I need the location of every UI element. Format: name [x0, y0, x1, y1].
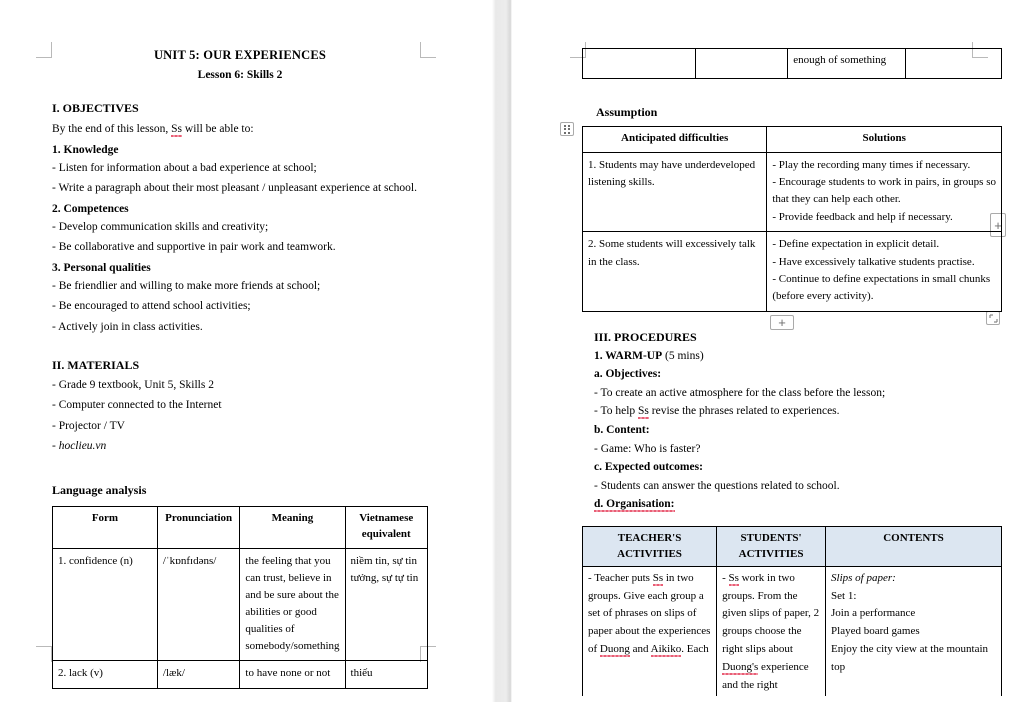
column-header-meaning: Meaning — [240, 506, 345, 548]
table-move-handle-icon[interactable] — [560, 122, 574, 136]
solution-line: - Define expectation in explicit detail. — [772, 238, 940, 251]
warmup-content-heading: b. Content: — [594, 423, 650, 436]
solution-line: - Have excessively talkative students practise. — [772, 255, 975, 268]
materials-item: - Computer connected to the Internet — [52, 399, 222, 412]
text-segment: and — [629, 643, 651, 656]
table-row[interactable] — [583, 49, 1002, 79]
warmup-heading — [582, 350, 1002, 364]
warmup-objectives-heading: a. Objectives: — [594, 368, 662, 381]
personal-qualities-heading: 3. Personal qualities — [52, 261, 151, 274]
warmup-duration: (5 mins) — [665, 349, 704, 362]
materials-item: - Projector / TV — [52, 419, 125, 432]
column-header-students-activities: STUDENTS' ACTIVITIES — [717, 526, 826, 566]
spellcheck-word-ss: Ss — [728, 571, 739, 584]
cell-students-activities[interactable] — [717, 566, 826, 696]
language-analysis-heading: Language analysis — [52, 482, 147, 497]
cell-difficulty[interactable]: 1. Students may have underdeveloped listening skills. — [583, 152, 767, 232]
continuation-table[interactable] — [582, 48, 1002, 79]
right-page-content[interactable] — [582, 48, 1002, 696]
margin-crop-mark-top-left — [36, 42, 52, 58]
solution-line: - Provide feedback and help if necessary. — [772, 210, 953, 223]
solution-line: - Encourage students to work in pairs, in groups so that they can help each other. — [772, 176, 996, 206]
document-page-right[interactable] — [512, 0, 1034, 702]
knowledge-item: - Write a paragraph about their most pleasant / unpleasant experience at school. — [52, 182, 417, 195]
spellcheck-word-ss: Ss — [171, 123, 183, 135]
objectives-intro-prefix: By the end of this lesson, — [52, 123, 172, 135]
personal-qualities-item: - Actively join in class activities. — [52, 320, 203, 333]
document-subtitle: Lesson 6: Skills 2 — [197, 69, 283, 81]
warmup-organisation-heading — [582, 498, 1002, 512]
cell-form[interactable] — [583, 49, 696, 79]
materials-heading: II. MATERIALS — [52, 357, 140, 372]
cell-vietnamese[interactable]: thiếu — [345, 661, 427, 688]
text-segment: - Teacher puts — [588, 571, 653, 584]
competences-heading: 2. Competences — [52, 202, 129, 215]
table-header-row — [53, 506, 428, 548]
column-header-contents: CONTENTS — [826, 526, 1002, 566]
margin-crop-mark-bottom-left — [36, 646, 52, 662]
materials-item: - Grade 9 textbook, Unit 5, Skills 2 — [52, 378, 214, 391]
cell-teachers-activities[interactable] — [583, 566, 717, 696]
column-header-anticipated-difficulties: Anticipated difficulties — [583, 127, 767, 153]
spellcheck-word-aikiko: Aikiko — [650, 643, 682, 656]
warmup-objectives-item: - To create an active atmosphere for the class before the lesson; — [594, 386, 886, 399]
solution-line: - Continue to define expectations in small chunks (before every activity). — [772, 272, 991, 303]
column-header-form: Form — [53, 506, 158, 548]
column-header-solutions: Solutions — [767, 127, 1002, 153]
cell-vietnamese[interactable] — [905, 49, 1001, 79]
objective-suffix: revise the phrases related to experiences. — [648, 405, 840, 418]
language-analysis-table[interactable] — [52, 506, 428, 689]
table-header-row — [583, 127, 1002, 153]
spellcheck-word-duongs: Duong's — [722, 660, 759, 673]
cell-contents[interactable] — [826, 566, 1002, 696]
table-row[interactable] — [53, 661, 428, 688]
text-segment: experience and the right — [722, 660, 809, 691]
competences-item: - Be collaborative and supportive in pair work and teamwork. — [52, 241, 336, 254]
cell-pronunciation[interactable]: /ˈkɒnfɪdəns/ — [157, 549, 239, 661]
warmup-outcomes-item: - Students can answer the questions related to school. — [594, 479, 840, 492]
contents-title: Slips of paper: — [831, 571, 896, 584]
page-divider — [492, 0, 512, 702]
competences-item: - Develop communication skills and creativity; — [52, 220, 269, 233]
contents-line: Join a performance — [831, 607, 916, 620]
assumption-table[interactable] — [582, 126, 1002, 312]
personal-qualities-item: - Be encouraged to attend school activities; — [52, 300, 251, 313]
objectives-intro-suffix: will be able to: — [182, 123, 254, 135]
add-column-button[interactable]: + — [770, 315, 794, 330]
cell-form[interactable]: 2. lack (v) — [53, 661, 158, 688]
knowledge-heading: 1. Knowledge — [52, 143, 119, 156]
column-header-pronunciation: Pronunciation — [157, 506, 239, 548]
cell-meaning[interactable]: the feeling that you can trust, believe in and be sure about the abilities or good qualities of somebody/something — [240, 549, 345, 661]
contents-line: Played board games — [831, 625, 920, 638]
personal-qualities-item: - Be friendlier and willing to make more friends at school; — [52, 279, 321, 292]
materials-item-link: - hoclieu.vn — [52, 440, 107, 453]
cell-meaning[interactable]: to have none or not — [240, 661, 345, 688]
table-row[interactable] — [583, 566, 1002, 696]
objectives-intro — [52, 123, 428, 137]
table-row[interactable] — [583, 232, 1002, 312]
table-row[interactable] — [583, 152, 1002, 232]
knowledge-item: - Listen for information about a bad experience at school; — [52, 161, 317, 174]
cell-difficulty[interactable]: 2. Some students will excessively talk in the class. — [583, 232, 767, 312]
text-segment: in two groups. Give each group a set of phrases on slips of paper about the experiences of — [588, 571, 711, 656]
table-row[interactable] — [53, 549, 428, 661]
objective-prefix: - To help — [594, 405, 639, 418]
cell-meaning[interactable]: enough of something — [788, 49, 905, 79]
document-title: UNIT 5: OUR EXPERIENCES — [153, 48, 327, 62]
left-page-content[interactable] — [52, 48, 428, 689]
assumption-heading: Assumption — [596, 105, 658, 119]
spellcheck-word-duong: Duong — [599, 643, 630, 656]
warmup-content-item: - Game: Who is faster? — [594, 442, 701, 455]
column-header-vietnamese: Vietnamese equivalent — [345, 506, 427, 548]
text-segment: work in two groups. From the given slips of paper, 2 groups choose the right slips about — [722, 571, 820, 656]
spellcheck-word-ss: Ss — [638, 405, 649, 418]
cell-form[interactable]: 1. confidence (n) — [53, 549, 158, 661]
procedures-activities-table[interactable] — [582, 526, 1002, 697]
warmup-title: 1. WARM-UP — [594, 349, 663, 362]
spellcheck-word-organisation: d. Organisation: — [594, 498, 675, 511]
document-page-left[interactable] — [0, 0, 492, 702]
cell-pronunciation[interactable] — [696, 49, 788, 79]
warmup-outcomes-heading: c. Expected outcomes: — [594, 461, 703, 474]
cell-pronunciation[interactable]: /læk/ — [157, 661, 239, 688]
grid-dots-icon — [564, 125, 570, 134]
contents-line: Enjoy the city view at the mountain top — [831, 643, 989, 673]
solution-line: - Play the recording many times if necessary. — [772, 158, 971, 171]
cell-solutions[interactable] — [767, 152, 1002, 232]
contents-line: Set 1: — [831, 589, 857, 602]
cell-vietnamese[interactable]: niềm tin, sự tin tưởng, sự tự tin — [345, 549, 427, 661]
warmup-objectives-item — [582, 405, 1002, 419]
text-segment: - — [722, 571, 729, 584]
add-row-button[interactable]: + — [990, 213, 1006, 237]
objectives-heading: I. OBJECTIVES — [52, 101, 139, 115]
table-header-row — [583, 526, 1002, 566]
text-segment: . Each — [681, 643, 709, 656]
cell-solutions[interactable] — [767, 232, 1002, 312]
procedures-heading: III. PROCEDURES — [594, 329, 697, 344]
spellcheck-word-ss: Ss — [652, 571, 664, 584]
column-header-teachers-activities: TEACHER'S ACTIVITIES — [583, 526, 717, 566]
